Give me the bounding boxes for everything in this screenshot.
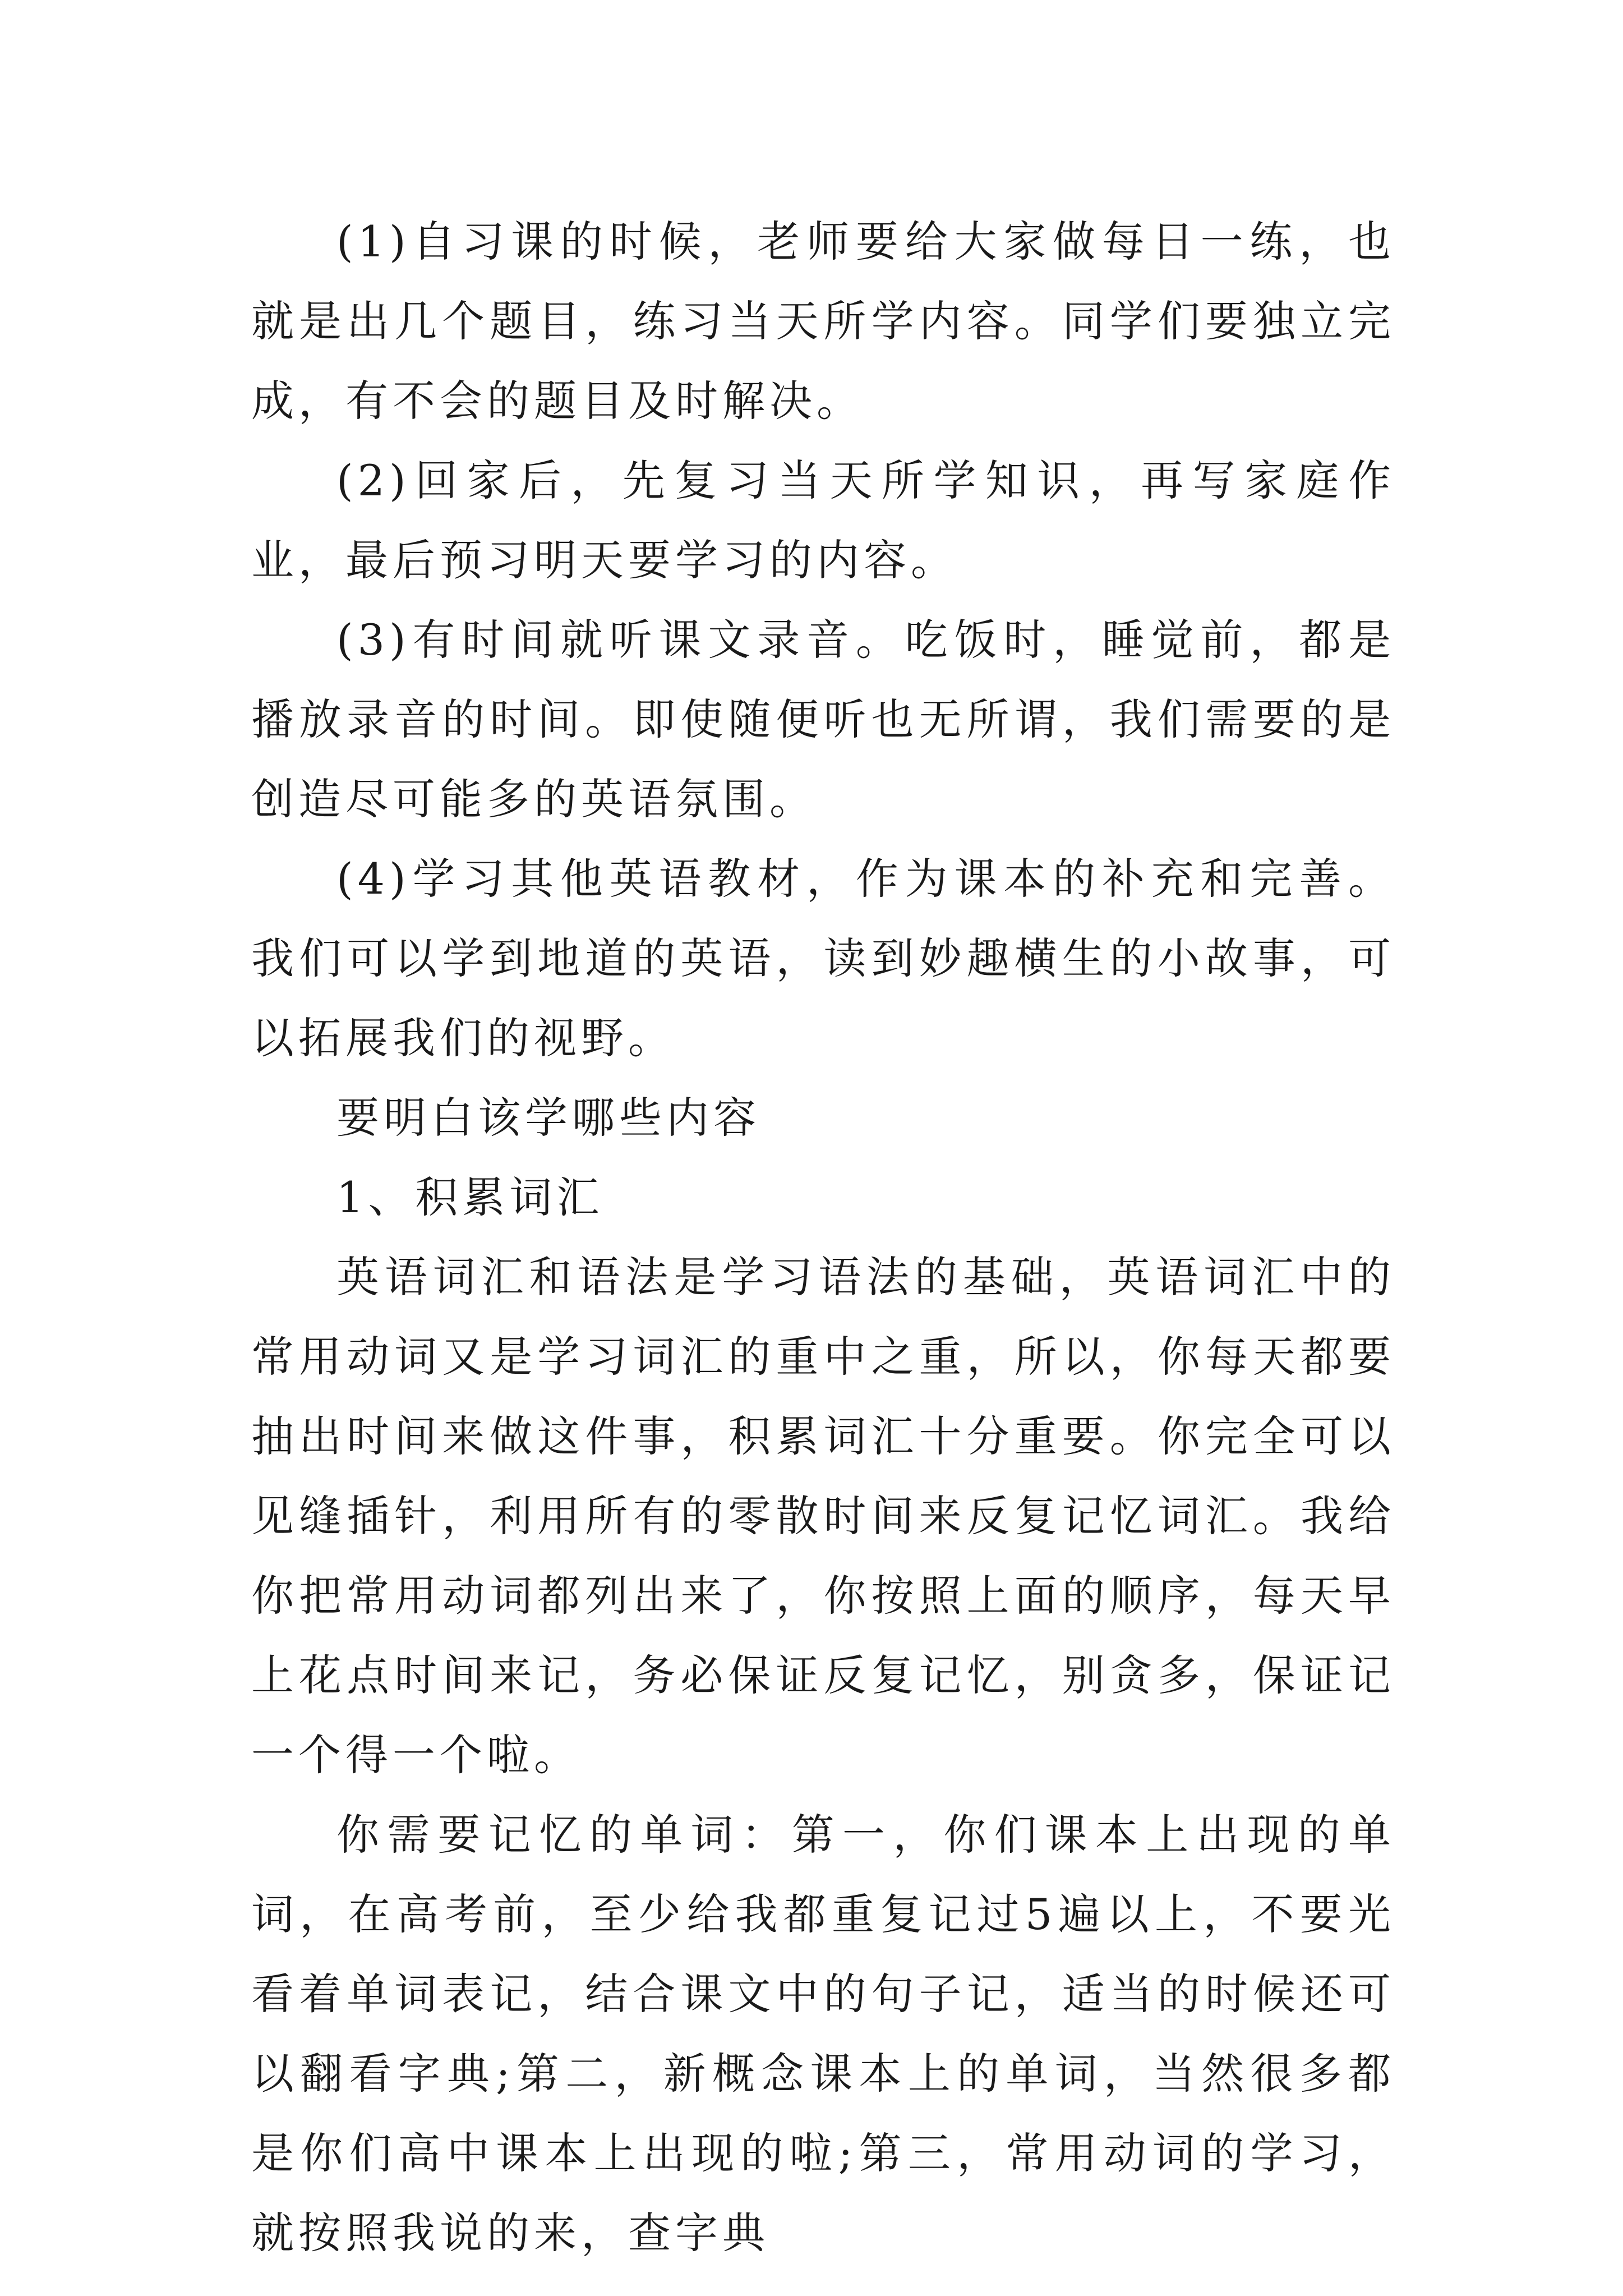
paragraph-5: 英语词汇和语法是学习语法的基础，英语词汇中的常用动词又是学习词汇的重中之重，所以，你每天都要抽出时间来做这件事，积累词汇十分重要。你完全可以见缝插针，利用所有的零散时间来反复记忆词汇。我给你把常用动词都列出来了，你按照上面的顺序，每天早上花点时间来记，务必保证反复记忆，别贪多，保证记一个得一个啦。	[251, 1252, 1395, 1780]
paragraph-4: (4)学习其他英语教材，作为课本的补充和完善。我们可以学到地道的英语，读到妙趣横生的小故事，可以拓展我们的视野。	[251, 854, 1395, 1063]
paragraph-3: (3)有时间就听课文录音。吃饭时，睡觉前，都是播放录音的时间。即使随便听也无所谓，我们需要的是创造尽可能多的英语氛围。	[251, 615, 1395, 824]
paragraph-1: (1)自习课的时候，老师要给大家做每日一练，也就是出几个题目，练习当天所学内容。同学们要独立完成，有不会的题目及时解决。	[251, 217, 1395, 426]
document-body	[251, 202, 1395, 2273]
paragraph-6: 你需要记忆的单词：第一，你们课本上出现的单词，在高考前，至少给我都重复记过5遍以上，不要光看着单词表记，结合课文中的句子记，适当的时候还可以翻看字典;第二，新概念课本上的单词，当然很多都是你们高中课本上出现的啦;第三，常用动词的学习，就按照我说的来，查字典	[251, 1810, 1395, 2258]
section-heading: 要明白该学哪些内容	[336, 1093, 760, 1143]
subsection-heading: 1、积累词汇	[336, 1172, 604, 1222]
paragraph-2: (2)回家后，先复习当天所学知识，再写家庭作业，最后预习明天要学习的内容。	[251, 455, 1395, 585]
